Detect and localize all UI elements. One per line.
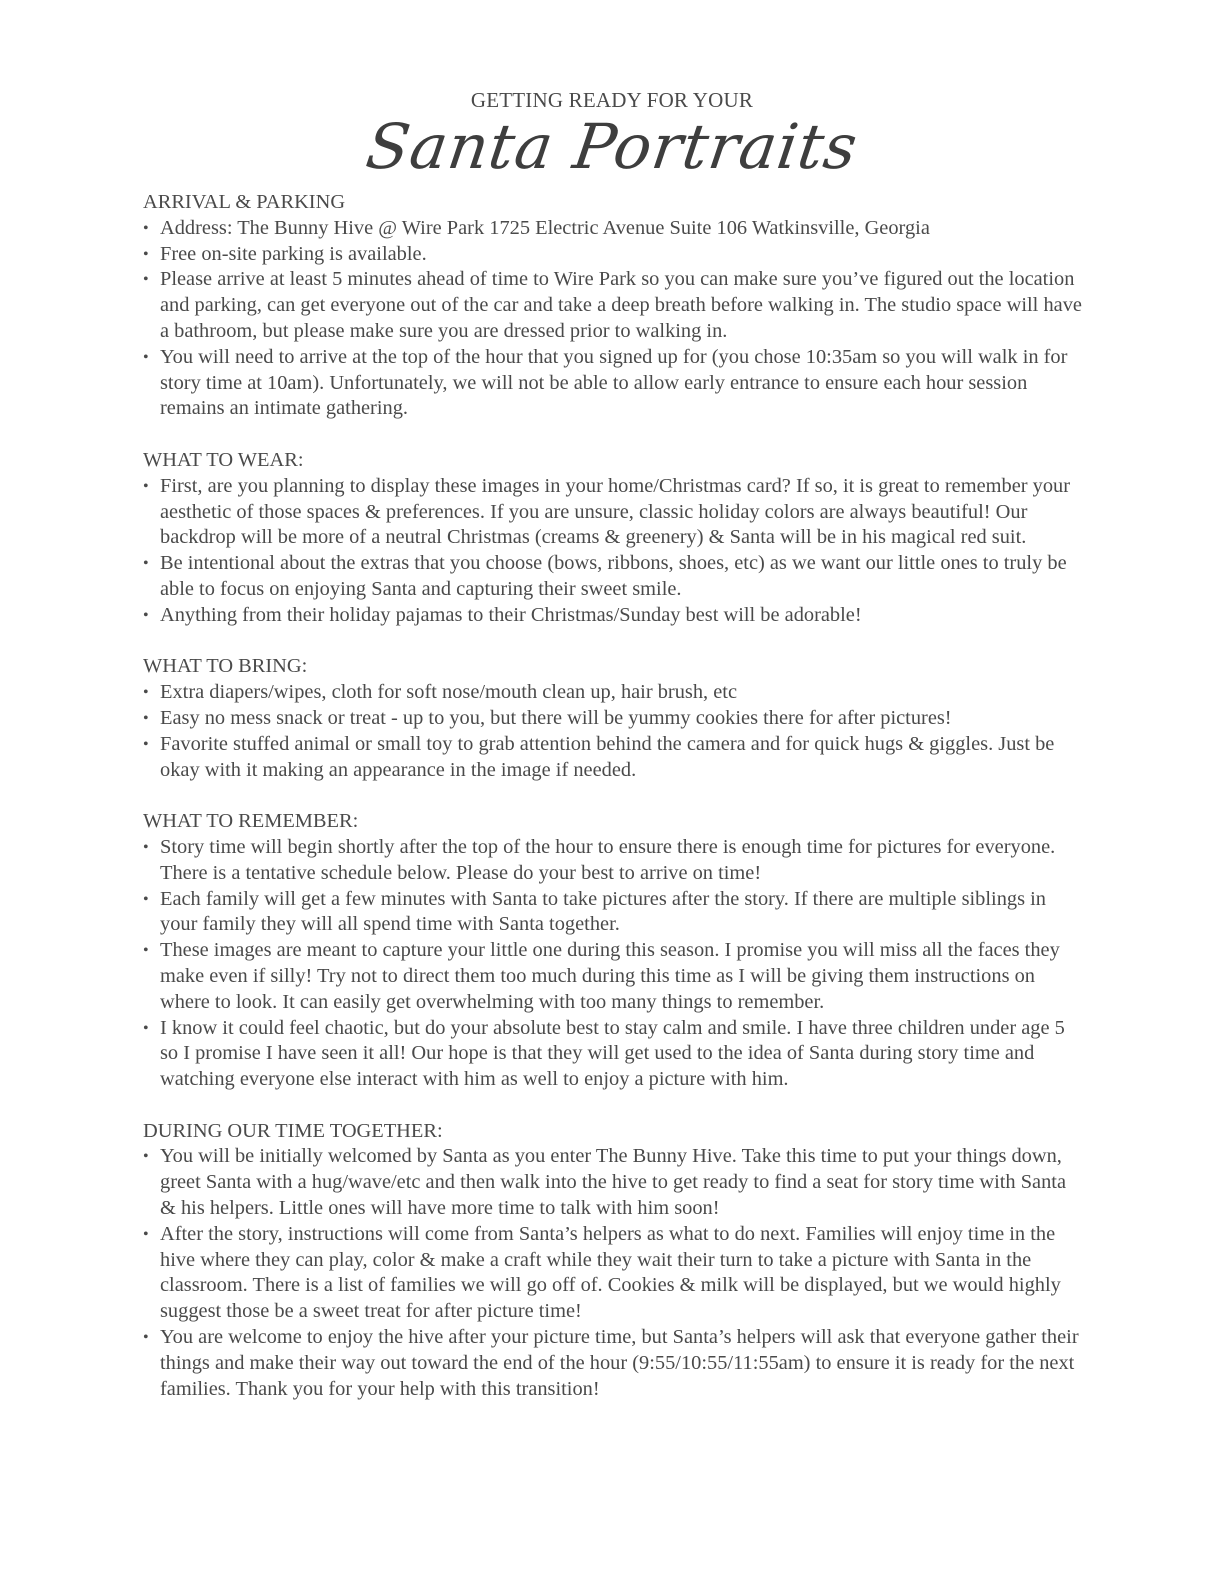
list-item-text: Extra diapers/wipes, cloth for soft nose/mouth clean up, hair brush, etc — [160, 681, 738, 704]
list-item-text: Story time will begin shortly after the top of the hour to ensure there is enough time for pictures for everyone. There is a tentative schedule below. Please do your best to arrive on time! — [160, 835, 1056, 884]
list-item — [143, 706, 1083, 732]
list-item-text: Anything from their holiday pajamas to their Christmas/Sunday best will be adorable! — [160, 603, 862, 626]
bullet-icon: • — [143, 838, 149, 856]
list-item — [143, 551, 1083, 603]
bullet-icon: • — [143, 245, 149, 263]
list-item — [143, 887, 1083, 939]
list-item — [143, 474, 1083, 551]
list-item-text: These images are meant to capture your little one during this season. I promise you will miss all the faces they make even if silly! Try not to direct them too much during this time as I will be giving them instructions on where to look. It can easily get overwhelming with too many things to remember. — [160, 939, 1060, 1013]
list-item — [143, 938, 1083, 1015]
list-item-text: You will need to arrive at the top of the hour that you signed up for (you chose 10:35am so you will walk in for story time at 10am). Unfortunately, we will not be able to allow early entrance to ensure each hour session remains an intimate gathering. — [160, 345, 1068, 420]
list-item — [143, 267, 1083, 344]
section-what-to-bring — [143, 654, 1083, 783]
list-item — [143, 835, 1083, 887]
bullet-icon: • — [143, 1329, 149, 1347]
list-item — [143, 1016, 1083, 1093]
list-item-text: Each family will get a few minutes with Santa to take pictures after the story. If there are multiple siblings in your family they will all spend time with Santa together. — [160, 887, 1046, 936]
bullet-list — [143, 216, 1083, 422]
bullet-icon: • — [143, 555, 149, 573]
bullet-icon: • — [143, 942, 149, 960]
bullet-icon: • — [143, 271, 149, 289]
list-item-text: Address: The Bunny Hive @ Wire Park 1725 Electric Avenue Suite 106 Watkinsville, Georgia — [160, 216, 930, 239]
section-heading: ARRIVAL & PARKING — [143, 191, 346, 213]
bullet-list — [143, 474, 1083, 629]
list-item-text: Please arrive at least 5 minutes ahead of time to Wire Park so you can make sure you’ve figured out the location and parking, can get everyone out of the car and take a deep breath before walking in. The studio space will have a bathroom, but please make sure you are dressed prior to walking in. — [160, 268, 1082, 342]
list-item — [143, 1144, 1083, 1221]
list-item — [143, 1222, 1083, 1325]
bullet-icon: • — [143, 477, 149, 495]
list-item — [143, 345, 1083, 422]
section-heading: WHAT TO REMEMBER: — [143, 810, 359, 833]
section-during-our-time-together — [143, 1119, 1083, 1403]
document-header — [0, 86, 1224, 183]
list-item-text: Be intentional about the extras that you choose (bows, ribbons, shoes, etc) as we want our little ones to truly be able to focus on enjoying Santa and capturing their sweet smile. — [160, 552, 1067, 600]
bullet-icon: • — [143, 890, 149, 908]
bullet-list — [143, 835, 1083, 1093]
section-arrival-parking — [143, 190, 1083, 422]
bullet-icon: • — [143, 1019, 149, 1037]
bullet-icon: • — [143, 1225, 149, 1243]
list-item — [143, 680, 1083, 706]
bullet-list — [143, 1144, 1083, 1402]
bullet-list — [143, 680, 1083, 783]
bullet-icon: • — [143, 735, 149, 753]
list-item-text: First, are you planning to display these images in your home/Christmas card? If so, it is great to remember your aesthetic of those spaces & preferences. If you are unsure, classic holiday colors are always beautiful! Our backdrop will be more of a neutral Christmas (creams & greenery) & Santa will be in his magical red suit. — [160, 474, 1071, 549]
list-item-text: Favorite stuffed animal or small toy to grab attention behind the camera and for quick hugs & giggles. Just be okay with it making an appearance in the image if needed. — [160, 732, 1055, 781]
list-item-text: After the story, instructions will come from Santa’s helpers as what to do next. Families will enjoy time in the hive where they can play, color & make a craft while they wait their turn to take a picture with Santa in the classroom. There is a list of families we will go off of. Cookies & milk will be displayed, but we would highly suggest those be a sweet treat for after picture time! — [160, 1222, 1061, 1323]
list-item — [143, 603, 1083, 629]
page-title: Santa Portraits — [361, 110, 863, 183]
section-heading: DURING OUR TIME TOGETHER: — [143, 1119, 443, 1142]
list-item-text: You will be initially welcomed by Santa as you enter The Bunny Hive. Take this time to put your things down, greet Santa with a hug/wave/etc and then walk into the hive to get ready to find a seat for story time with Santa & his helpers. Little ones will have more time to talk with him soon! — [160, 1145, 1066, 1220]
list-item-text: Free on-site parking is available. — [160, 242, 427, 265]
pre-title: GETTING READY FOR YOUR — [470, 88, 754, 112]
bullet-icon: • — [143, 1148, 149, 1166]
list-item-text: Easy no mess snack or treat - up to you, but there will be yummy cookies there for after pictures! — [160, 706, 952, 729]
list-item-text: I know it could feel chaotic, but do your absolute best to stay calm and smile. I have three children under age 5 so I promise I have seen it all! Our hope is that they will get used to the idea of Santa during story time and watching everyone else interact with him as well to enjoy a picture with him. — [160, 1016, 1065, 1091]
section-what-to-wear — [143, 448, 1083, 629]
list-item — [143, 1325, 1083, 1402]
bullet-icon: • — [143, 606, 149, 624]
list-item — [143, 732, 1083, 784]
section-what-to-remember — [143, 809, 1083, 1093]
document-body — [143, 190, 1083, 1428]
list-item — [143, 242, 1083, 268]
list-item-text: You are welcome to enjoy the hive after your picture time, but Santa’s helpers will ask that everyone gather their things and make their way out toward the end of the hour (9:55/10:55/11:55am) to ensure it is ready for the next families. Thank you for your help with this transition! — [160, 1326, 1079, 1400]
list-item — [143, 216, 1083, 242]
bullet-icon: • — [143, 684, 149, 702]
bullet-icon: • — [143, 219, 149, 237]
section-heading: WHAT TO BRING: — [143, 655, 308, 678]
bullet-icon: • — [143, 709, 149, 727]
section-heading: WHAT TO WEAR: — [143, 448, 304, 471]
bullet-icon: • — [143, 348, 149, 366]
